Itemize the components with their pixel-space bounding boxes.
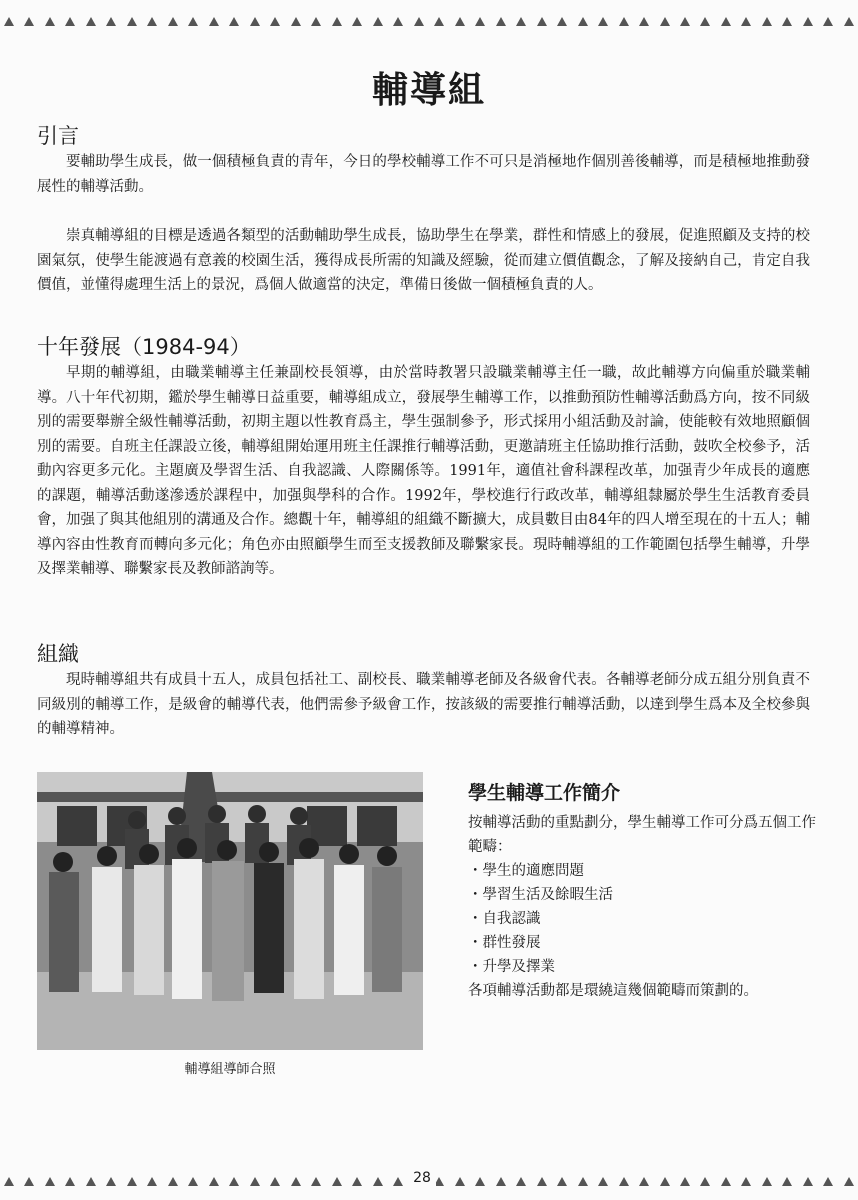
border-triangle (393, 1177, 403, 1186)
student-guidance-intro: 按輔導活動的重點劃分，學生輔導工作可分爲五個工作範疇： (468, 815, 816, 855)
border-triangle (188, 1177, 198, 1186)
border-triangle (721, 17, 731, 26)
border-triangle (311, 17, 321, 26)
border-triangle (475, 17, 485, 26)
border-triangle (496, 1177, 506, 1186)
border-triangle (496, 17, 506, 26)
border-triangle (24, 17, 34, 26)
border-triangle (65, 1177, 75, 1186)
history-paragraph: 早期的輔導組，由職業輔導主任兼副校長領導，由於當時教署只設職業輔導主任一職，故此輔導方向偏重於職業輔導。八十年代初期，鑑於學生輔導日益重要，輔導組成立，發展學生輔導工作，以推動預防性輔導活動爲方向，按不同級別的需要舉辦全級性輔導活動，初期主題以性教育爲主，學生强制參予，形式採用小組活動及討論，使能較有效地照顧個別的需要。自班主任課設立後，輔導組開始運用班主任課推行輔導活動，更邀請班主任協助推行活動，鼓吹全校參予，活動內容更多元化。主題廣及學習生活、自我認識、人際關係等。1991年，適值社會科課程改革，加强青少年成長的適應的課題，輔導活動遂滲透於課程中，加强與學科的合作。1992年，學校進行行政改革，輔導組隸屬於學生生活教育委員會，加强了與其他組別的溝通及合作。總觀十年，輔導組的組織不斷擴大，成員數目由84年的四人增至現在的十五人；輔導內容由性教育而轉向多元化；角色亦由照顧學生而至支援教師及聯繫家長。現時輔導組的工作範圍包括學生輔導，升學及擇業輔導、聯繫家長及教師諮詢等。 (37, 365, 810, 577)
photo-caption: 輔導組導師合照 (184, 1062, 276, 1077)
border-triangle (680, 17, 690, 26)
border-triangle (455, 17, 465, 26)
border-triangle (147, 17, 157, 26)
border-triangle (557, 17, 567, 26)
border-triangle (762, 1177, 772, 1186)
border-triangle (639, 1177, 649, 1186)
border-triangle (516, 1177, 526, 1186)
border-triangle (578, 17, 588, 26)
student-guidance-title: 學生輔導工作簡介 (468, 782, 621, 804)
border-triangle (45, 17, 55, 26)
list-item: ・ 學習生活及餘暇生活 (468, 883, 818, 907)
guidance-area-list (468, 859, 818, 979)
border-triangle (45, 1177, 55, 1186)
border-triangle (188, 17, 198, 26)
border-triangle (619, 17, 629, 26)
border-triangle (844, 1177, 854, 1186)
intro-paragraph-1: 要輔助學生成長，做一個積極負責的青年，今日的學校輔導工作不可只是消極地作個別善後輔導，而是積極地推動發展性的輔導活動。 (37, 154, 810, 195)
border-triangle (250, 1177, 260, 1186)
border-triangle (4, 1177, 14, 1186)
border-triangle (4, 17, 14, 26)
border-triangle (291, 17, 301, 26)
border-triangle (578, 1177, 588, 1186)
border-triangle (537, 17, 547, 26)
border-triangle (24, 1177, 34, 1186)
border-triangle (373, 1177, 383, 1186)
border-triangle (619, 1177, 629, 1186)
page-number: 28 (408, 1170, 436, 1186)
border-triangle (557, 1177, 567, 1186)
border-triangle (434, 17, 444, 26)
border-triangle (475, 1177, 485, 1186)
border-triangle (270, 17, 280, 26)
list-item: ・ 升學及擇業 (468, 955, 818, 979)
list-item: ・ 自我認識 (468, 907, 818, 931)
border-triangle (741, 1177, 751, 1186)
border-triangle (352, 17, 362, 26)
border-triangle (700, 17, 710, 26)
group-photo (37, 772, 423, 1050)
border-triangle (700, 1177, 710, 1186)
intro-paragraph-2: 崇真輔導組的目標是透過各類型的活動輔助學生成長，協助學生在學業，群性和情感上的發展，促進照顧及支持的校園氣氛，使學生能渡過有意義的校園生活，獲得成長所需的知識及經驗，從而建立價值觀念，了解及接納自己，肯定自我價值，並懂得處理生活上的景況，爲個人做適當的決定，準備日後做一個積極負責的人。 (37, 228, 810, 293)
page-title: 輔導組 (371, 70, 486, 111)
border-triangle (168, 17, 178, 26)
border-triangle (803, 1177, 813, 1186)
top-border (0, 14, 858, 30)
border-triangle (639, 17, 649, 26)
border-triangle (209, 17, 219, 26)
border-triangle (270, 1177, 280, 1186)
border-triangle (106, 17, 116, 26)
border-triangle (86, 1177, 96, 1186)
intro-heading: 引言 (37, 124, 79, 148)
border-triangle (352, 1177, 362, 1186)
border-triangle (455, 1177, 465, 1186)
border-triangle (373, 17, 383, 26)
border-triangle (598, 1177, 608, 1186)
border-triangle (537, 1177, 547, 1186)
border-triangle (229, 1177, 239, 1186)
border-triangle (291, 1177, 301, 1186)
border-triangle (250, 17, 260, 26)
border-triangle (65, 17, 75, 26)
border-triangle (393, 17, 403, 26)
border-triangle (332, 17, 342, 26)
border-triangle (823, 1177, 833, 1186)
border-triangle (782, 17, 792, 26)
student-guidance-closing: 各項輔導活動都是環繞這幾個範疇而策劃的。 (468, 983, 758, 999)
border-triangle (660, 17, 670, 26)
border-triangle (516, 17, 526, 26)
border-triangle (127, 17, 137, 26)
border-triangle (311, 1177, 321, 1186)
border-triangle (332, 1177, 342, 1186)
border-triangle (762, 17, 772, 26)
border-triangle (147, 1177, 157, 1186)
border-triangle (86, 17, 96, 26)
border-triangle (229, 17, 239, 26)
list-item: ・ 學生的適應問題 (468, 859, 818, 883)
organization-paragraph: 現時輔導組共有成員十五人，成員包括社工、副校長、職業輔導老師及各級會代表。各輔導老師分成五組分別負責不同級別的輔導工作，是級會的輔導代表，他們需參予級會工作，按該級的需要推行輔導活動，以達到學生爲本及全校參與的輔導精神。 (37, 672, 810, 737)
student-guidance-section (468, 778, 818, 1003)
border-triangle (680, 1177, 690, 1186)
border-triangle (844, 17, 854, 26)
border-triangle (127, 1177, 137, 1186)
border-triangle (414, 17, 424, 26)
history-heading: 十年發展（1984-94） (37, 335, 251, 359)
border-triangle (106, 1177, 116, 1186)
organization-heading: 組織 (37, 642, 79, 666)
border-triangle (782, 1177, 792, 1186)
border-triangle (660, 1177, 670, 1186)
border-triangle (209, 1177, 219, 1186)
border-triangle (803, 17, 813, 26)
border-triangle (168, 1177, 178, 1186)
border-triangle (741, 17, 751, 26)
list-item: ・ 群性發展 (468, 931, 818, 955)
border-triangle (721, 1177, 731, 1186)
border-triangle (598, 17, 608, 26)
border-triangle (823, 17, 833, 26)
